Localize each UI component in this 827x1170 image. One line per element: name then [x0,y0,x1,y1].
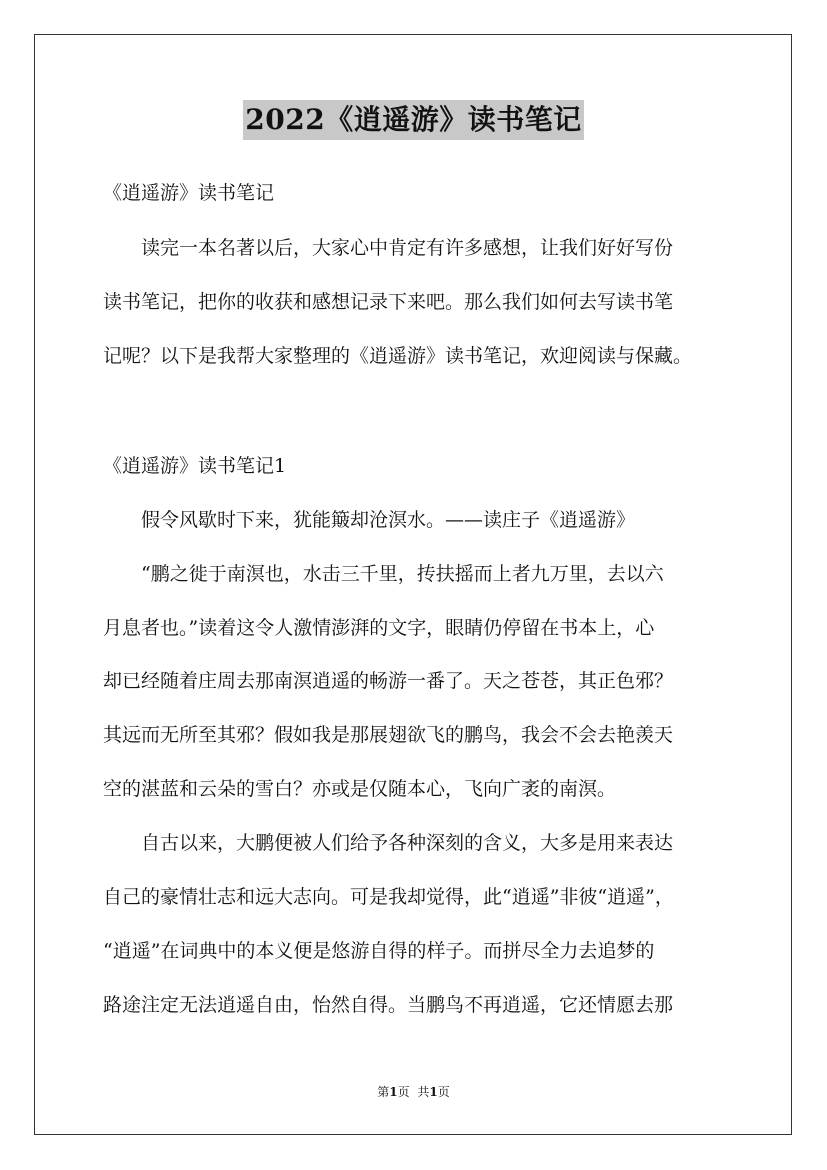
paragraph-line: 自古以来，大鹏便被人们给予各种深刻的含义，大多是用来表达 [103,832,674,854]
section-heading: 《逍遥游》读书笔记1 [103,455,287,477]
total-pages: 1 [429,1085,438,1099]
section-heading: 《逍遥游》读书笔记 [103,182,275,204]
paragraph-line: 记呢？以下是我帮大家整理的《逍遥游》读书笔记，欢迎阅读与保藏。 [103,345,693,367]
paragraph-line: 其远而无所至其邪？假如我是那展翅欲飞的鹏鸟，我会不会去艳羡天 [103,724,674,746]
paragraph-line: 路途注定无法逍遥自由，怡然自得。当鹏鸟不再逍遥，它还情愿去那 [103,994,674,1016]
page-label-prefix: 第 [377,1085,390,1099]
document-title: 2022《逍遥游》读书笔记 [243,100,583,140]
page-number: 1 [389,1085,398,1099]
paragraph-line: 却已经随着庄周去那南溟逍遥的畅游一番了。天之苍苍，其正色邪？ [103,670,674,692]
paragraph-line: 读完一本名著以后，大家心中肯定有许多感想，让我们好好写份 [103,237,674,259]
paragraph-line: 自己的豪情壮志和远大志向。可是我却觉得，此“逍遥”非彼“逍遥”， [103,886,674,908]
paragraph-line: 假令风歇时下来，犹能簸却沧溟水。——读庄子《逍遥游》 [103,509,636,531]
page-footer [0,1084,827,1100]
paragraph-line: 读书笔记，把你的收获和感想记录下来吧。那么我们如何去写读书笔 [103,291,674,313]
paragraph-line: “鹏之徙于南溟也，水击三千里，抟扶摇而上者九万里，去以六 [103,563,664,585]
paragraph-line: 月息者也。”读着这令人激情澎湃的文字，眼睛仍停留在书本上，心 [103,617,655,639]
title-wrap [0,100,827,140]
paragraph-line: 空的湛蓝和云朵的雪白？亦或是仅随本心，飞向广袤的南溟。 [103,778,617,800]
page-label-suffix: 页 [397,1085,410,1099]
paragraph-line: “逍遥”在词典中的本义便是悠游自得的样子。而拼尽全力去追梦的 [103,940,655,962]
total-prefix: 共 [417,1085,430,1099]
total-suffix: 页 [437,1085,450,1099]
